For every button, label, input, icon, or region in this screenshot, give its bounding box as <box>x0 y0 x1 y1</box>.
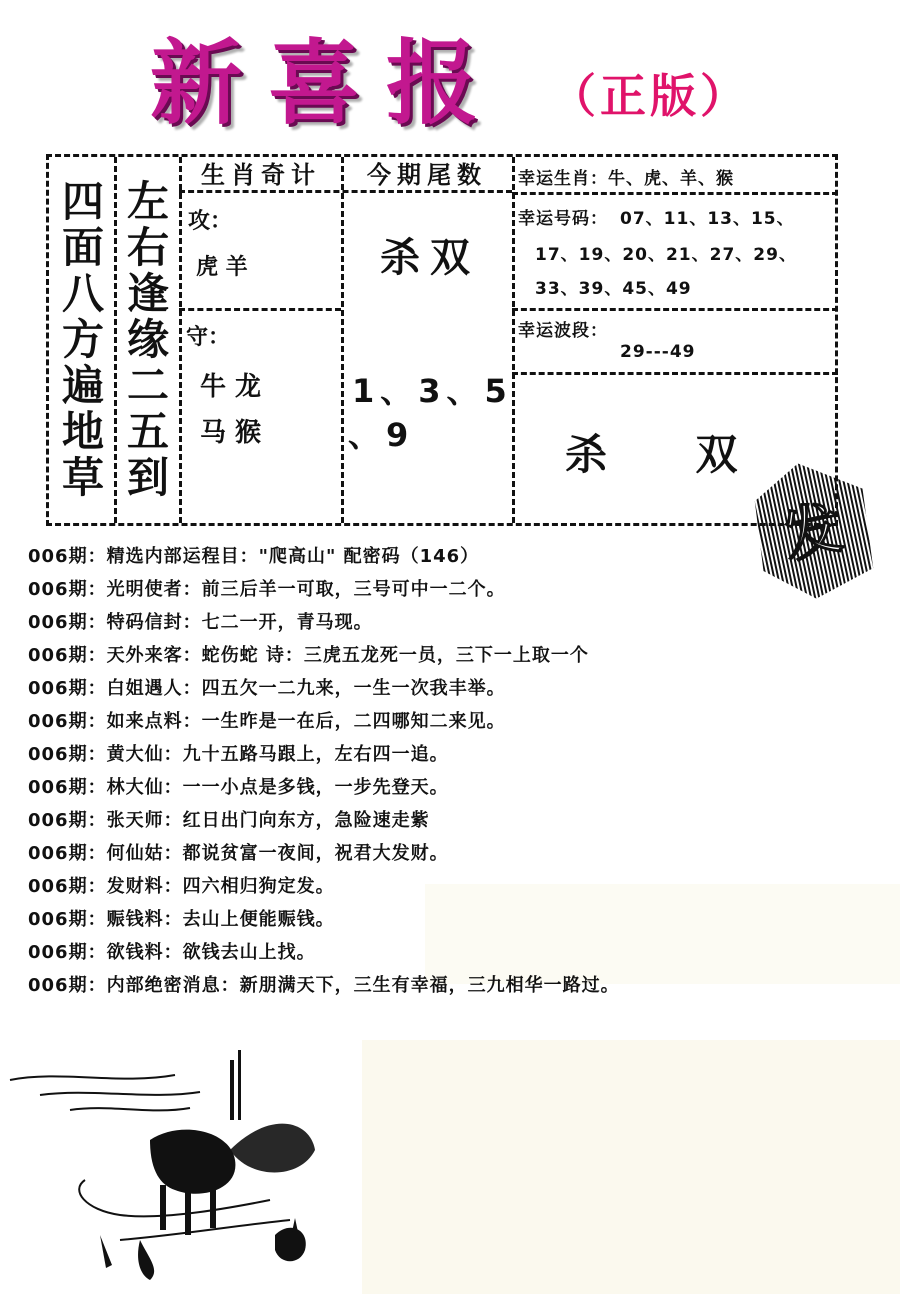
lucky-numbers-line3: 33、39、45、49 <box>535 279 692 299</box>
lucky-numbers-label: 幸运号码： <box>518 209 608 229</box>
phrase-char: 缘 <box>126 315 169 364</box>
column-divider <box>179 157 182 523</box>
row-divider <box>512 192 838 195</box>
masthead-title: 新喜报 <box>150 29 505 137</box>
vertical-phrase-2 <box>117 157 179 523</box>
tail-kill: 杀双 <box>380 235 480 281</box>
forecast-line: 006期：黄大仙：九十五路马跟上，左右四一追。 <box>28 744 449 765</box>
phrase-char: 五 <box>126 407 169 456</box>
lucky-band: 29---49 <box>620 342 696 362</box>
forecast-line: 006期：何仙姑：都说贫富一夜间，祝君大发财。 <box>28 843 449 864</box>
defend-animals-row1: 牛 龙 <box>200 372 262 402</box>
svg-text:发: 发 <box>776 492 848 572</box>
column-divider <box>512 157 515 523</box>
column-divider <box>341 157 344 523</box>
row-divider <box>512 372 838 375</box>
forecast-line: 006期：精选内部运程目："爬高山" 配密码（146） <box>28 546 480 567</box>
masthead <box>150 28 750 138</box>
defend-animals-row2: 马 猴 <box>200 418 262 448</box>
tail-numbers-cont: 、9 <box>348 416 415 454</box>
ink-painting <box>0 1040 340 1290</box>
attack-label: 攻： <box>188 209 233 234</box>
forecast-line: 006期：张天师：红日出门向东方，急险速走紫 <box>28 810 430 831</box>
forecast-line: 006期：发财料：四六相归狗定发。 <box>28 876 335 897</box>
phrase-char: 左 <box>126 177 169 226</box>
zodiac-heading: 生肖奇计 <box>201 161 321 189</box>
defend-label: 守： <box>186 325 231 350</box>
forecast-line: 006期：林大仙：一一小点是多钱，一步先登天。 <box>28 777 449 798</box>
forecast-line: 006期：天外来客：蛇伤蛇 诗：三虎五龙死一员，三下一上取一个 <box>28 645 589 666</box>
lucky-band-label: 幸运波段： <box>518 321 608 341</box>
phrase-char: 四 <box>61 177 104 226</box>
phrase-char: 地 <box>61 407 104 456</box>
row-divider <box>512 308 838 311</box>
attack-animals: 虎 羊 <box>196 255 248 280</box>
phrase-char: 二 <box>126 361 169 410</box>
tail-heading: 今期尾数 <box>367 161 487 189</box>
lucky-numbers-line2: 17、19、20、21、27、29、 <box>535 245 797 265</box>
kill-big: 杀 双 <box>565 430 744 479</box>
forecast-line: 006期：内部绝密消息：新朋满天下，三生有幸福，三九相华一路过。 <box>28 975 620 996</box>
lucky-zodiac: 幸运生肖：牛、虎、羊、猴 <box>518 169 734 189</box>
forecast-line: 006期：欲钱料：欲钱去山上找。 <box>28 942 316 963</box>
phrase-char: 遍 <box>61 361 104 410</box>
phrase-char: 右 <box>126 223 169 272</box>
vertical-phrase-1 <box>52 157 114 523</box>
forecast-line: 006期：光明使者：前三后羊一可取，三号可中一二个。 <box>28 579 506 600</box>
lucky-numbers-line1: 07、11、13、15、 <box>620 209 795 229</box>
phrase-char: 到 <box>126 453 169 502</box>
phrase-char: 面 <box>61 223 104 272</box>
edition-label: （正版） <box>550 69 750 123</box>
paper-tint <box>362 1040 900 1294</box>
phrase-char: 草 <box>61 453 104 502</box>
forecast-line: 006期：赈钱料：去山上便能赈钱。 <box>28 909 335 930</box>
phrase-char: 方 <box>61 315 104 364</box>
forecast-line: 006期：白姐遇人：四五欠一二九来，一生一次我丰举。 <box>28 678 506 699</box>
forecast-lines <box>28 540 828 1002</box>
forecast-line: 006期：如来点料：一生昨是一在后，二四哪知二来见。 <box>28 711 506 732</box>
tail-numbers: 1、3、5 <box>352 372 513 410</box>
row-divider <box>179 308 341 311</box>
horse-illustration <box>0 1040 340 1290</box>
phrase-char: 逢 <box>126 269 169 318</box>
phrase-char: 八 <box>61 269 104 318</box>
forecast-line: 006期：特码信封：七二一开，青马现。 <box>28 612 373 633</box>
